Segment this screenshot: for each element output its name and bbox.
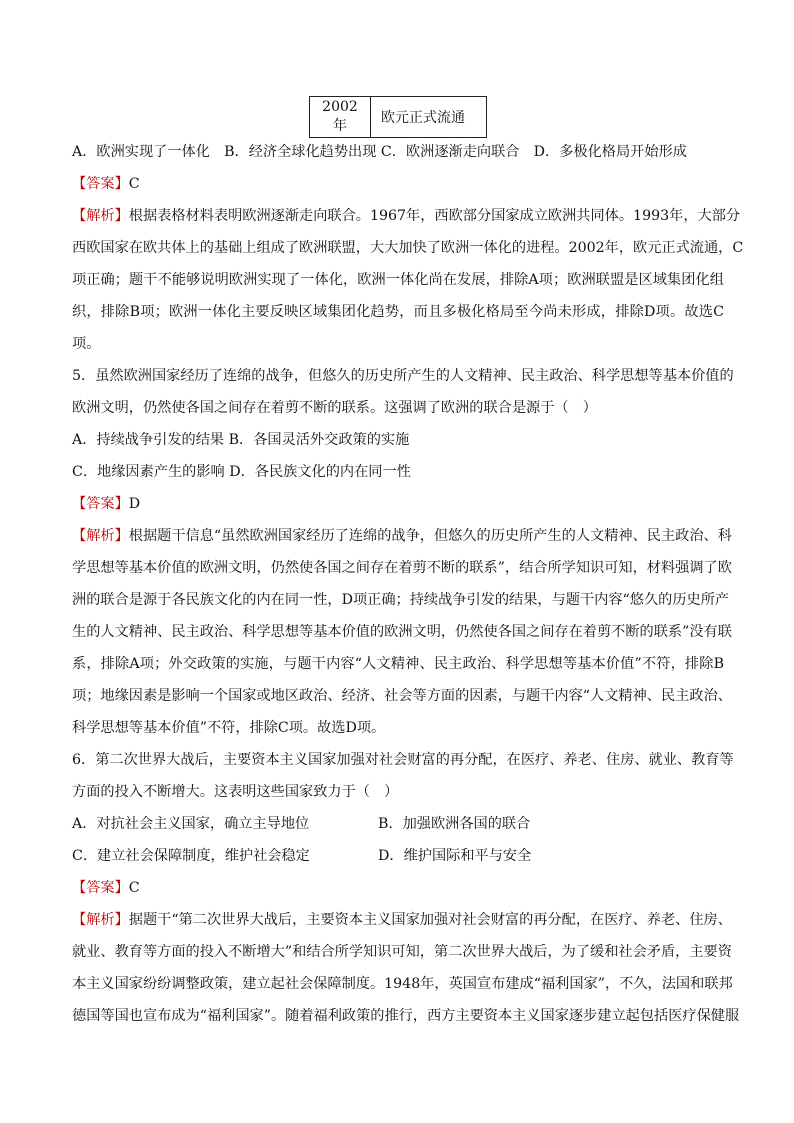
q6-analysis-line: 【解析】据题干“第二次世界大战后，主要资本主义国家加强对社会财富的再分配，在医疗、养老、住房、 <box>72 912 732 928</box>
q5-stem-line: 欧洲文明，仍然使各国之间存在着剪不断的联系。这强调了欧洲的联合是源于（ ） <box>72 400 597 416</box>
q6-option-b: B．加强欧洲各国的联合 <box>378 816 531 832</box>
answer-tag: 【答案】 <box>72 880 129 896</box>
answer-tag: 【答案】 <box>72 496 129 512</box>
answer-value: C <box>128 176 140 192</box>
q6-analysis-line: 德国等国也宣布成为“福利国家”。随着福利政策的推行，西方主要资本主义国家逐步建立起包括医疗保健服 <box>72 1008 740 1024</box>
q4-analysis-line: 项。 <box>72 336 101 352</box>
q5-stem-line: 5．虽然欧洲国家经历了连绵的战争，但悠久的历史所产生的人文精神、民主政治、科学思想等基本价值的 <box>72 368 734 384</box>
content <box>72 136 744 1032</box>
q5-analysis-line: 学思想等基本价值的欧洲文明，仍然使各国之间存在着剪不断的联系”，结合所学知识可知，材料强调了欧 <box>72 560 732 576</box>
q5-option-line: C．地缘因素产生的影响 D．各民族文化的内在同一性 <box>72 464 411 480</box>
analysis-tag: 【解析】 <box>72 912 129 928</box>
q5-analysis-line: 生的人文精神、民主政治、科学思想等基本价值的欧洲文明，仍然使各国之间存在着剪不断的联系”没有联 <box>72 624 732 640</box>
answer-value: C <box>128 880 140 896</box>
table-event-cell: 欧元正式流通 <box>371 97 487 138</box>
q6-stem-line: 方面的投入不断增大。这表明这些国家致力于（ ） <box>72 784 399 800</box>
q4-analysis-line: 【解析】根据表格材料表明欧洲逐渐走向联合。1967年，西欧部分国家成立欧洲共同体。1993年，大部分 <box>72 208 741 224</box>
q6-option-row <box>72 840 724 872</box>
table-row <box>310 97 487 138</box>
answer-tag: 【答案】 <box>72 176 129 192</box>
q5-analysis-line: 科学思想等基本价值”不符，排除C项。故选D项。 <box>72 720 386 736</box>
q4-answer <box>72 168 724 200</box>
q6-option-row <box>72 808 724 840</box>
event-table <box>309 96 487 138</box>
q6-stem-line: 6．第二次世界大战后，主要资本主义国家加强对社会财富的再分配，在医疗、养老、住房、就业、教育等 <box>72 752 734 768</box>
analysis-tag: 【解析】 <box>72 208 129 224</box>
q5-analysis-line: 【解析】根据题干信息“虽然欧洲国家经历了连绵的战争，但悠久的历史所产生的人文精神、民主政治、科 <box>72 528 732 544</box>
analysis-tag: 【解析】 <box>72 528 129 544</box>
q6-option-a: A．对抗社会主义国家，确立主导地位 <box>72 816 310 832</box>
q4-analysis-line: 织，排除B项；欧洲一体化主要反映区域集团化趋势，而且多极化格局至今尚未形成，排除D项。故选C <box>72 304 724 320</box>
q5-answer <box>72 488 724 520</box>
q5-analysis-line: 洲的联合是源于各民族文化的内在同一性，D项正确；持续战争引发的结果，与题干内容“悠久的历史所产 <box>72 592 730 608</box>
answer-value: D <box>128 496 141 512</box>
q4-options: A．欧洲实现了一体化 B．经济全球化趋势出现 C．欧洲逐渐走向联合 D．多极化格局开始形成 <box>72 144 687 160</box>
q6-analysis-line: 就业、教育等方面的投入不断增大”和结合所学知识可知，第二次世界大战后，为了缓和社会矛盾，主要资 <box>72 944 732 960</box>
table-year-cell: 2002年 <box>310 97 371 138</box>
q6-option-d: D．维护国际和平与安全 <box>378 848 532 864</box>
q5-option-line: A．持续战争引发的结果 B．各国灵活外交政策的实施 <box>72 432 410 448</box>
q6-analysis-line: 本主义国家纷纷调整政策，建立起社会保障制度。1948年，英国宣布建成“福利国家”，不久，法国和联邦 <box>72 976 733 992</box>
q4-analysis-line: 西欧国家在欧共体上的基础上组成了欧洲联盟，大大加快了欧洲一体化的进程。2002年，欧元正式流通，C <box>72 240 744 256</box>
q6-answer <box>72 872 724 904</box>
q4-analysis-line: 项正确；题干不能够说明欧洲实现了一体化，欧洲一体化尚在发展，排除A项；欧洲联盟是区域集团化组 <box>72 272 724 288</box>
q6-option-c: C．建立社会保障制度，维护社会稳定 <box>72 848 310 864</box>
q5-analysis-line: 系，排除A项；外交政策的实施，与题干内容“人文精神、民主政治、科学思想等基本价值”不符，排除B <box>72 656 724 672</box>
q5-analysis-line: 项；地缘因素是影响一个国家或地区政治、经济、社会等方面的因素，与题干内容“人文精神、民主政治、 <box>72 688 732 704</box>
